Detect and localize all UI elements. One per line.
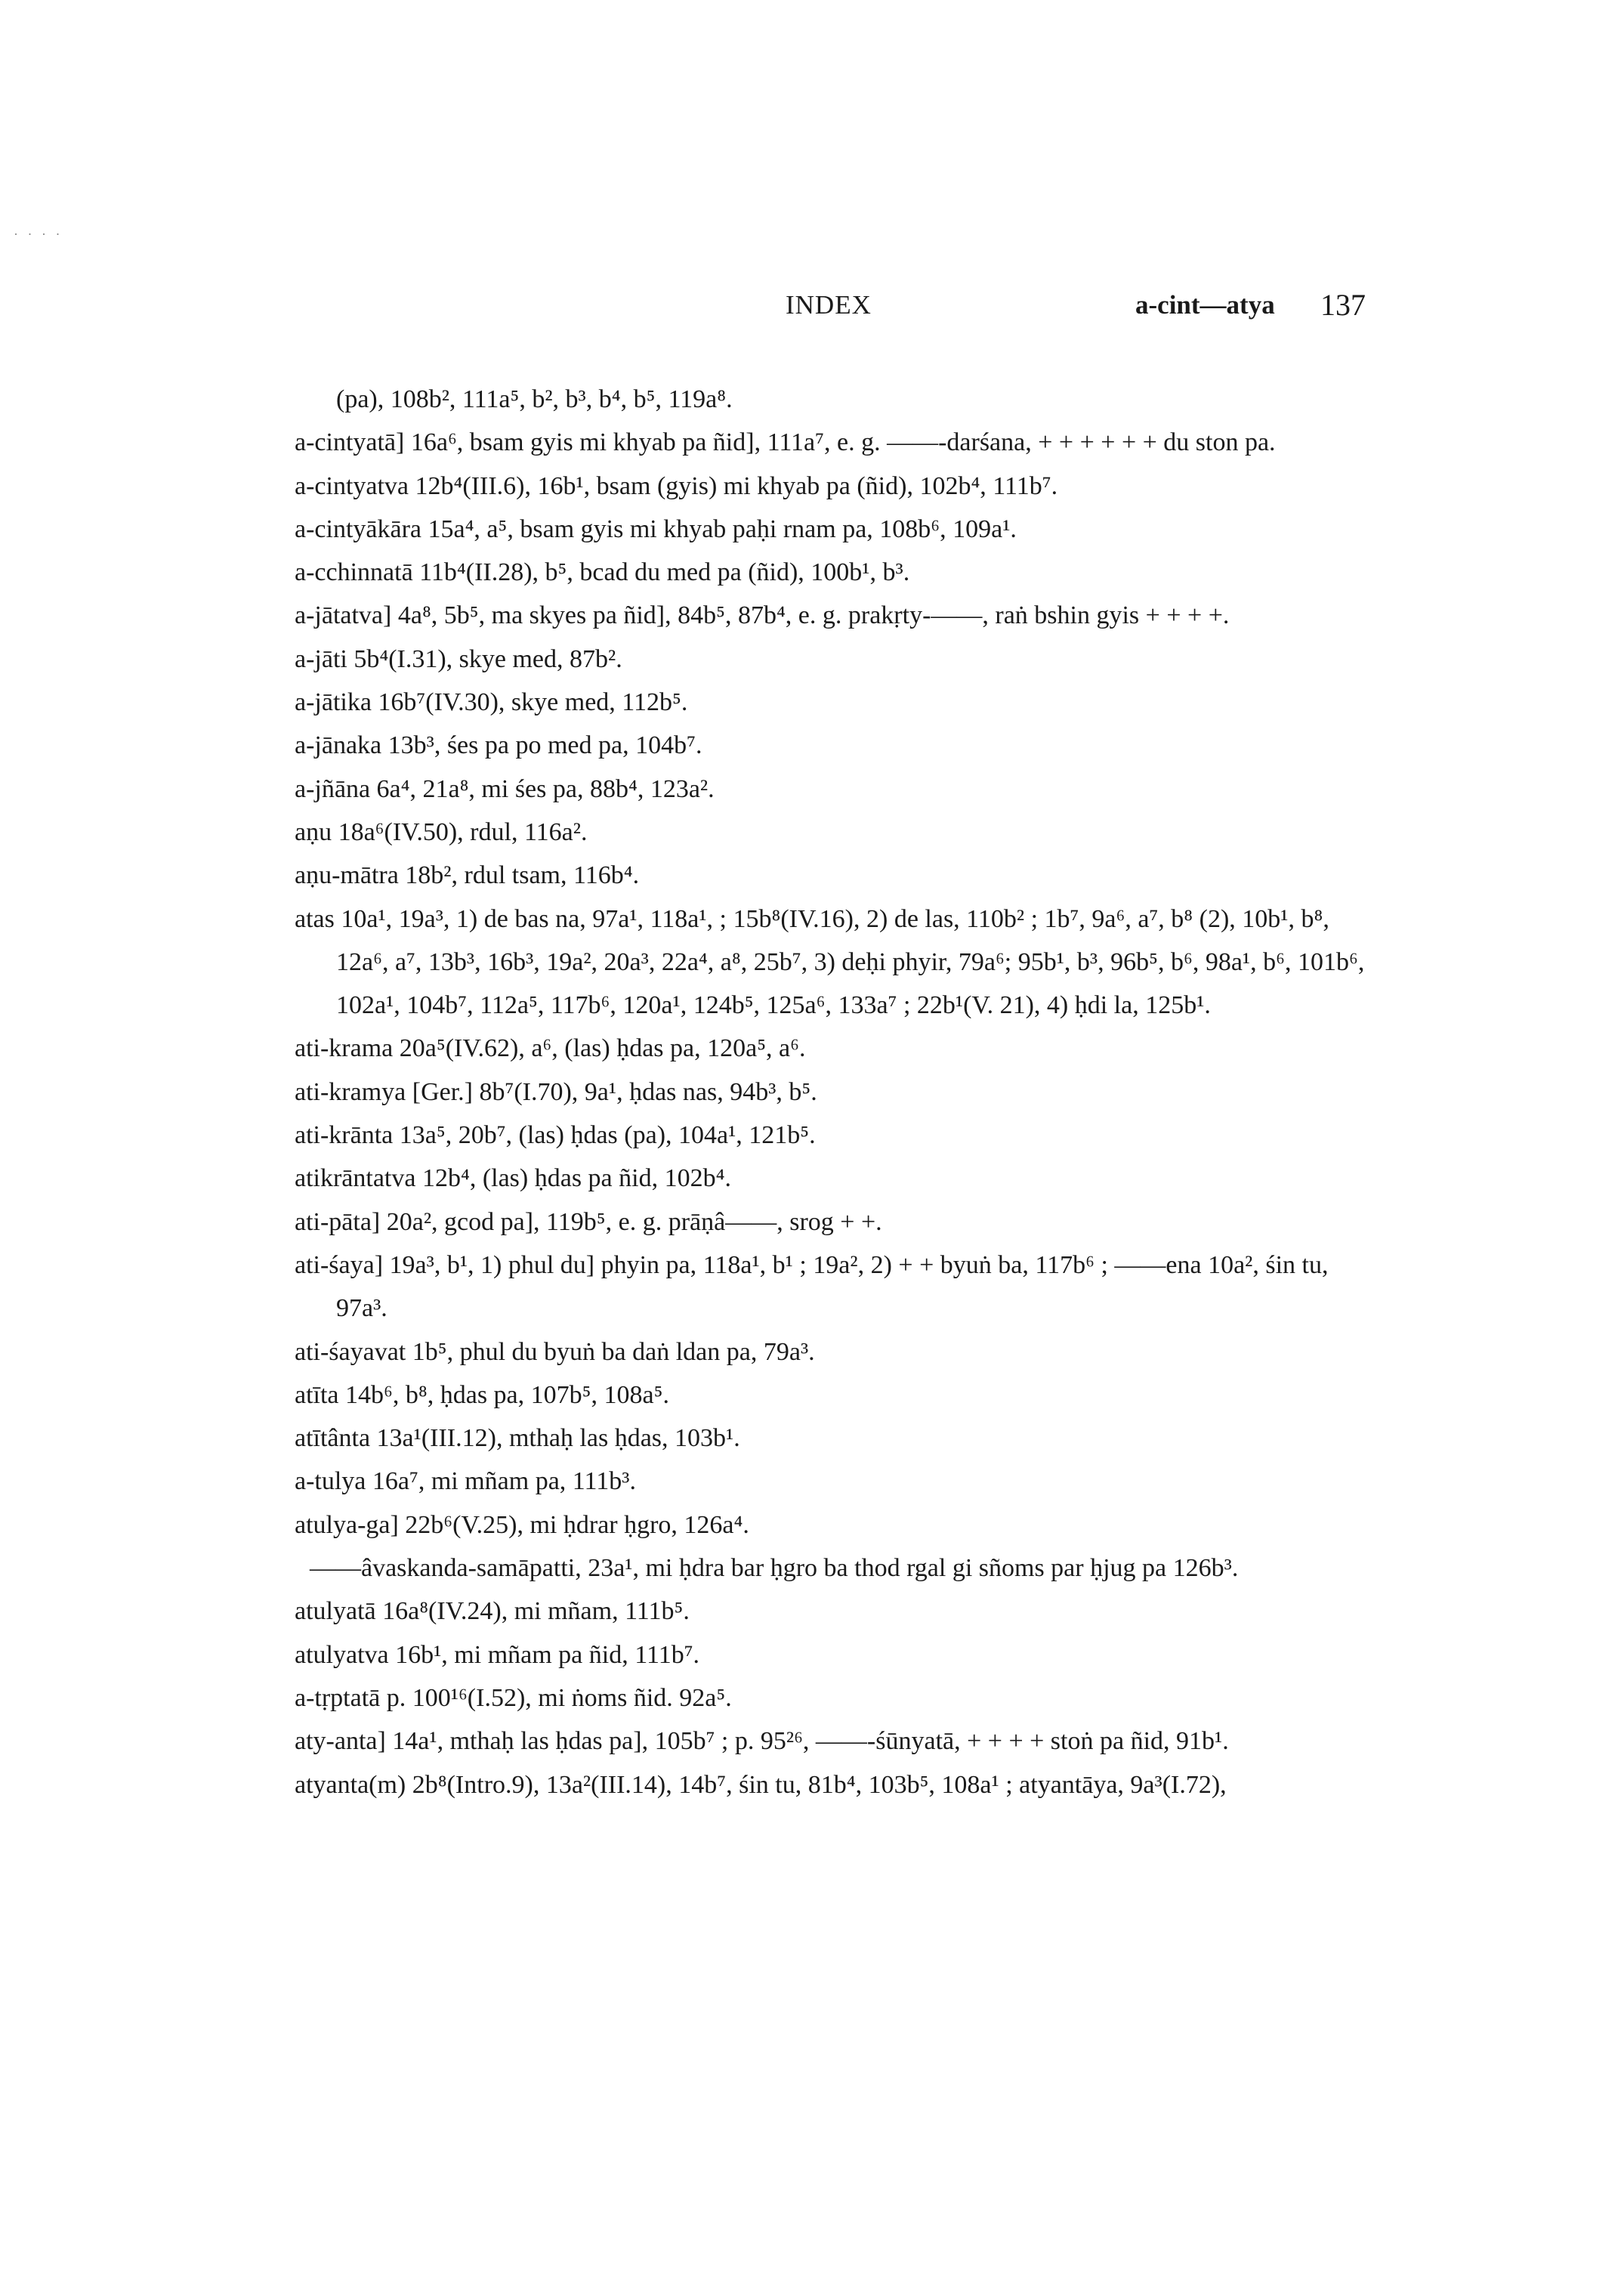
index-entry: a-cintyatva 12b⁴(III.6), 16b¹, bsam (gyis) mi khyab pa (ñid), 102b⁴, 111b⁷. [295,471,1058,500]
index-entry: atīta 14b⁶, b⁸, ḥdas pa, 107b⁵, 108a⁵. [295,1380,669,1409]
index-entry: a-cintyākāra 15a⁴, a⁵, bsam gyis mi khyab paḥi rnam pa, 108b⁶, 109a¹. [295,515,1017,543]
page-header [0,290,1624,328]
index-entry: a-jñāna 6a⁴, 21a⁸, mi śes pa, 88b⁴, 123a². [295,774,715,803]
index-entry: a-jānaka 13b³, śes pa po med pa, 104b⁷. [295,731,702,760]
index-entry: ati-krānta 13a⁵, 20b⁷, (las) ḥdas (pa), 104a¹, 121b⁵. [295,1121,816,1150]
index-entries [0,378,1624,1806]
index-entry: atikrāntatva 12b⁴, (las) ḥdas pa ñid, 102b⁴. [295,1164,731,1193]
index-entry: a-tulya 16a⁷, mi mñam pa, 111b³. [295,1467,636,1496]
entry-range: a-cint—atya [1135,290,1275,320]
index-entry: aṇu 18a⁶(IV.50), rdul, 116a². [295,817,588,846]
index-entry: atulyatva 16b¹, mi mñam pa ñid, 111b⁷. [295,1640,700,1669]
index-entry: aty-anta] 14a¹, mthaḥ las ḥdas pa], 105b⁷ ; p. 95²⁶, ——-śūnyatā, + + + + stoṅ pa ñid, 91b¹. [295,1727,1229,1756]
index-entry: (pa), 108b², 111a⁵, b², b³, b⁴, b⁵, 119a⁸. [336,385,733,413]
index-entry: atulya-ga] 22b⁶(V.25), mi ḥdrar ḥgro, 126a⁴. [295,1510,749,1539]
index-entry: ati-śayavat 1b⁵, phul du byuṅ ba daṅ ldan pa, 79a³. [295,1337,815,1366]
index-entry: a-jātika 16b⁷(IV.30), skye med, 112b⁵. [295,688,688,717]
index-entry: a-tṛptatā p. 100¹⁶(I.52), mi ṅoms ñid. 92a⁵. [295,1683,732,1712]
scan-speck: · · · · [14,227,63,242]
index-entry: a-jāti 5b⁴(I.31), skye med, 87b². [295,644,622,673]
page-number: 137 [1320,288,1366,322]
index-entry: ati-pāta] 20a², gcod pa], 119b⁵, e. g. prāṇâ——, srog + +. [295,1207,882,1236]
index-entry: ati-kramya [Ger.] 8b⁷(I.70), 9a¹, ḥdas nas, 94b³, b⁵. [295,1077,817,1106]
index-entry: atas 10a¹, 19a³, 1) de bas na, 97a¹, 118a¹, ; 15b⁸(IV.16), 2) de las, 110b² ; 1b⁷, 9a⁶, a⁷, b⁸ (2), 10b¹, b⁸, 12a⁶, a⁷, 13b³, 16b³, 19a², 20a³, 22a⁴, a⁸, 25b⁷, 3) deḥi phyir, 79a⁶; 95b¹, b³, 96b⁵, b⁶, 98a¹, b⁶, 101b⁶, 102a¹, 104b⁷, 112a⁵, 117b⁶, 120a¹, 124b⁵, 125a⁶, 133a⁷ ; 22b¹(V. 21), 4) ḥdi la, 125b¹. [295,904,1365,1020]
index-subentry: ——âvaskanda-samāpatti, 23a¹, mi ḥdra bar ḥgro ba thod rgal gi sñoms par ḥjug pa 126b³. [310,1554,1239,1583]
index-entry: a-cintyatā] 16a⁶, bsam gyis mi khyab pa ñid], 111a⁷, e. g. ——-darśana, + + + + + + du ston pa. [295,428,1276,457]
index-entry: atītânta 13a¹(III.12), mthaḥ las ḥdas, 103b¹. [295,1424,740,1453]
index-entry: atulyatā 16a⁸(IV.24), mi mñam, 111b⁵. [295,1597,690,1626]
index-entry: ati-krama 20a⁵(IV.62), a⁶, (las) ḥdas pa, 120a⁵, a⁶. [295,1034,806,1063]
index-entry: a-jātatva] 4a⁸, 5b⁵, ma skyes pa ñid], 84b⁵, 87b⁴, e. g. prakṛty-——, raṅ bshin gyis + + + +. [295,601,1230,630]
running-title: INDEX [786,290,872,320]
index-entry: aṇu-mātra 18b², rdul tsam, 116b⁴. [295,861,640,890]
index-entry: a-cchinnatā 11b⁴(II.28), b⁵, bcad du med pa (ñid), 100b¹, b³. [295,558,910,587]
index-entry: ati-śaya] 19a³, b¹, 1) phul du] phyin pa, 118a¹, b¹ ; 19a², 2) + + byuṅ ba, 117b⁶ ; ——ena 10a², śin tu, 97a³. [295,1250,1329,1323]
index-entry: atyanta(m) 2b⁸(Intro.9), 13a²(III.14), 14b⁷, śin tu, 81b⁴, 103b⁵, 108a¹ ; atyantāya, 9a³(I.72), [295,1770,1227,1799]
